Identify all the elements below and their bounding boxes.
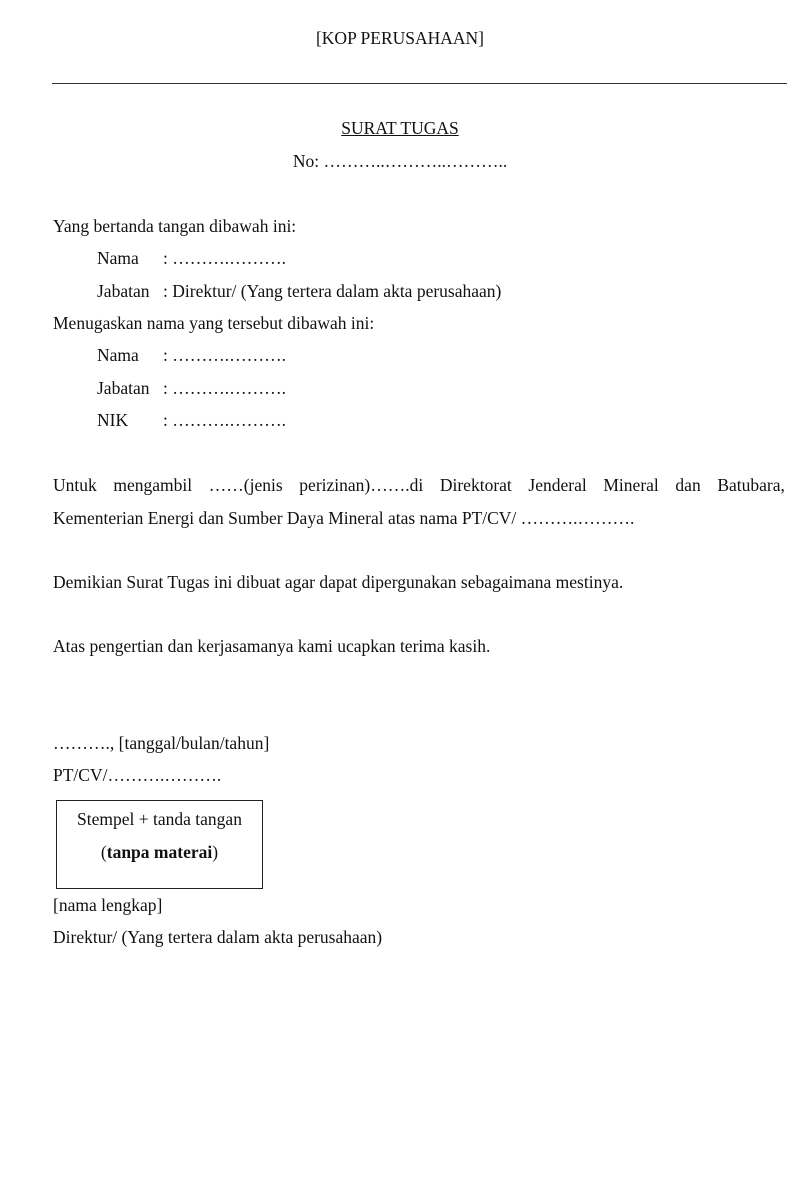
assignee-position-label: Jabatan bbox=[97, 378, 150, 398]
thanks-statement: Atas pengertian dan kerjasamanya kami ucapkan terima kasih. bbox=[53, 636, 491, 656]
assignee-nik-label: NIK bbox=[97, 410, 129, 430]
stamp-signature-box bbox=[56, 800, 263, 889]
signer-position-value: : Direktur/ (Yang tertera dalam akta perusahaan) bbox=[163, 281, 502, 301]
stamp-note bbox=[57, 844, 262, 862]
purpose-word: Mineral bbox=[603, 475, 659, 495]
purpose-word: Batubara, bbox=[717, 475, 785, 495]
assign-intro: Menugaskan nama yang tersebut dibawah ini: bbox=[53, 313, 375, 333]
letter-number: No: ………..………..……….. bbox=[292, 151, 508, 171]
closing-statement: Demikian Surat Tugas ini dibuat agar dapat dipergunakan sebagaimana mestinya. bbox=[53, 572, 624, 592]
purpose-word: perizinan)…….di bbox=[299, 475, 424, 495]
company-name: PT/CV/……….………. bbox=[53, 765, 222, 785]
purpose-word: mengambil bbox=[113, 475, 193, 495]
company-letterhead-placeholder: [KOP PERUSAHAAN] bbox=[315, 28, 485, 48]
purpose-word: dan bbox=[675, 475, 701, 495]
signer-intro: Yang bertanda tangan dibawah ini: bbox=[53, 216, 297, 236]
stamp-note-close-paren: ) bbox=[212, 842, 219, 862]
signer-full-name: [nama lengkap] bbox=[53, 895, 163, 915]
assignee-name-label: Nama bbox=[97, 345, 139, 365]
letterhead-divider bbox=[52, 83, 787, 84]
stamp-instruction: Stempel + tanda tangan bbox=[77, 809, 242, 829]
letter-title: SURAT TUGAS bbox=[341, 118, 459, 138]
assignee-nik-value: : ……….………. bbox=[163, 410, 286, 430]
signer-position: Direktur/ (Yang tertera dalam akta perusahaan) bbox=[53, 927, 383, 947]
assignee-position-value: : ……….………. bbox=[163, 378, 286, 398]
signer-position-label: Jabatan bbox=[97, 281, 150, 301]
signer-name-value: : ……….………. bbox=[163, 248, 286, 268]
purpose-word: Untuk bbox=[53, 475, 97, 495]
purpose-word: Direktorat bbox=[439, 475, 512, 495]
place-date: ………., [tanggal/bulan/tahun] bbox=[53, 733, 270, 753]
signer-name-label: Nama bbox=[97, 248, 139, 268]
assignee-name-value: : ……….………. bbox=[163, 345, 286, 365]
stamp-note-open-paren: ( bbox=[100, 842, 107, 862]
purpose-line-1 bbox=[53, 477, 785, 495]
purpose-word: ……(jenis bbox=[208, 475, 283, 495]
stamp-note-text: tanpa materai bbox=[106, 842, 213, 862]
purpose-word: Jenderal bbox=[528, 475, 587, 495]
purpose-line-2: Kementerian Energi dan Sumber Daya Mineral atas nama PT/CV/ ……….………. bbox=[53, 508, 635, 528]
